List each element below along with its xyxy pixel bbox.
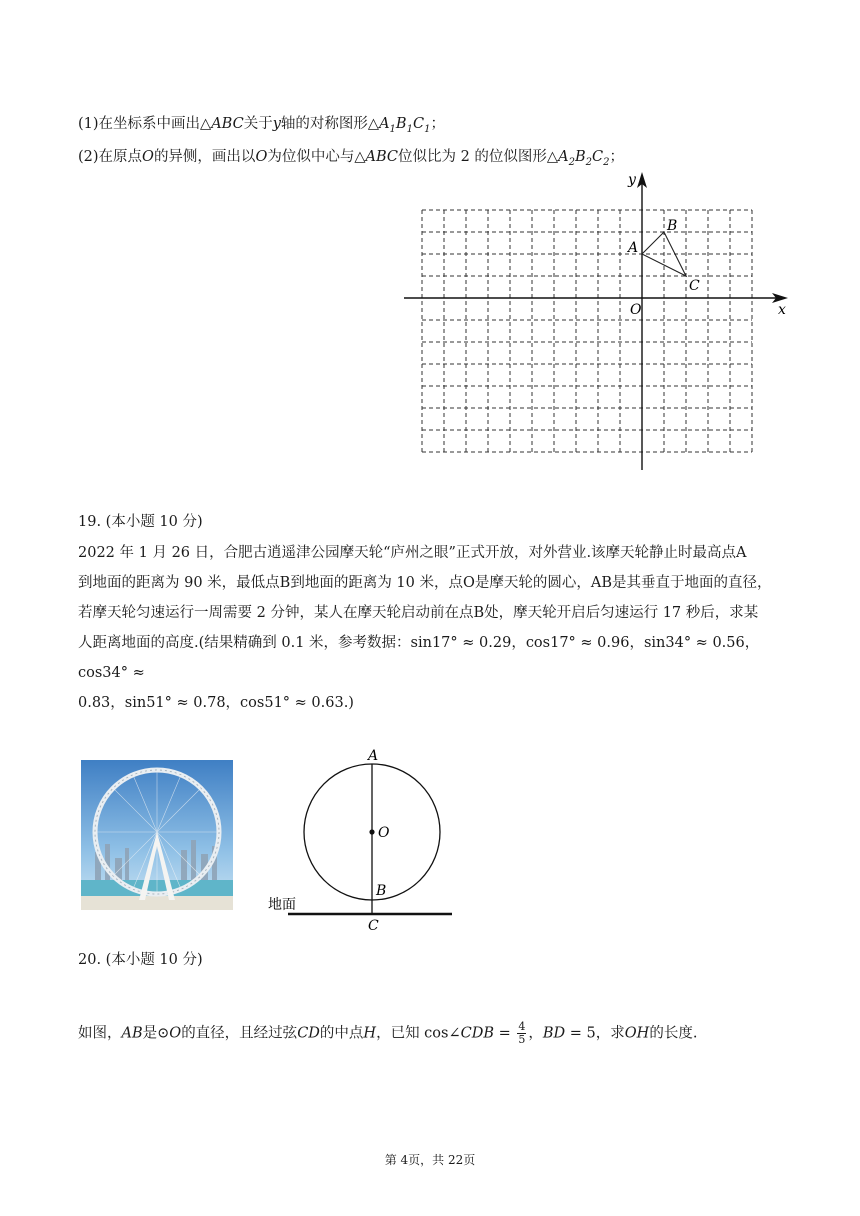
q19-line-1: 2022 年 1 月 26 日，合肥古逍遥津公园摩天轮“庐州之眼”正式开放，对外营业.该摩天轮静止时最高点A <box>78 545 747 561</box>
y-axis-label: y <box>628 172 636 188</box>
q19-line-4: 人距离地面的高度.(结果精确到 0.1 米，参考数据：sin17° ≈ 0.29，cos17° ≈ 0.96，sin34° ≈ 0.56，cos34° ≈ <box>78 635 760 681</box>
y-axis <box>637 172 647 470</box>
fraction-four-fifths: $\frac{4}{5}$ <box>518 1020 526 1046</box>
q20-heading: 20. (本小题 10 分) <box>78 952 203 968</box>
ground-label: 地面 <box>268 897 296 913</box>
q19-line-2: 到地面的距离为 90 米，最低点B到地面的距离为 10 米，点O是摩天轮的圆心，AB是其垂直于地面的直径， <box>78 575 772 591</box>
circle-diagram <box>262 745 462 935</box>
q18-part2: (2)在原点O的异侧，画出以O为位似中心与△ABC位似比为 2 的位似图形$\triangle A_2B_2C_2$； <box>78 149 624 168</box>
page-footer: 第 4页，共 22页 <box>384 1153 476 1167</box>
q18-part1: (1)在坐标系中画出△ABC关于y轴的对称图形$\triangle A_1B_1C_1$； <box>78 116 445 135</box>
center-point <box>369 829 374 834</box>
q19-line-5: 0.83，sin51° ≈ 0.78，cos51° ≈ 0.63.) <box>78 695 354 711</box>
ferris-wheel-photo <box>81 760 233 910</box>
origin-label: O <box>630 302 642 318</box>
q20-body: 如图，AB是⊙O的直径，且经过弦CD的中点H，已知 cos∠CDB = $\frac{4}{5}$ ，BD = 5，求OH的长度. <box>78 1020 698 1046</box>
coordinate-grid-figure <box>400 168 800 473</box>
point-b-label: B <box>667 218 678 234</box>
q19-line-3: 若摩天轮匀速运行一周需要 2 分钟，某人在摩天轮启动前在点B处，摩天轮开启后匀速运行 17 秒后，求某 <box>78 605 759 621</box>
point-c-label: C <box>689 278 700 294</box>
dashed-grid <box>422 210 752 452</box>
q19-heading: 19. (本小题 10 分) <box>78 514 203 530</box>
label-a: A <box>368 748 379 764</box>
point-a-label: A <box>628 240 639 256</box>
label-c: C <box>368 918 379 934</box>
q19-body <box>78 538 788 718</box>
x-axis-label: x <box>778 302 786 318</box>
label-b: B <box>376 883 387 899</box>
label-o: O <box>378 825 390 841</box>
